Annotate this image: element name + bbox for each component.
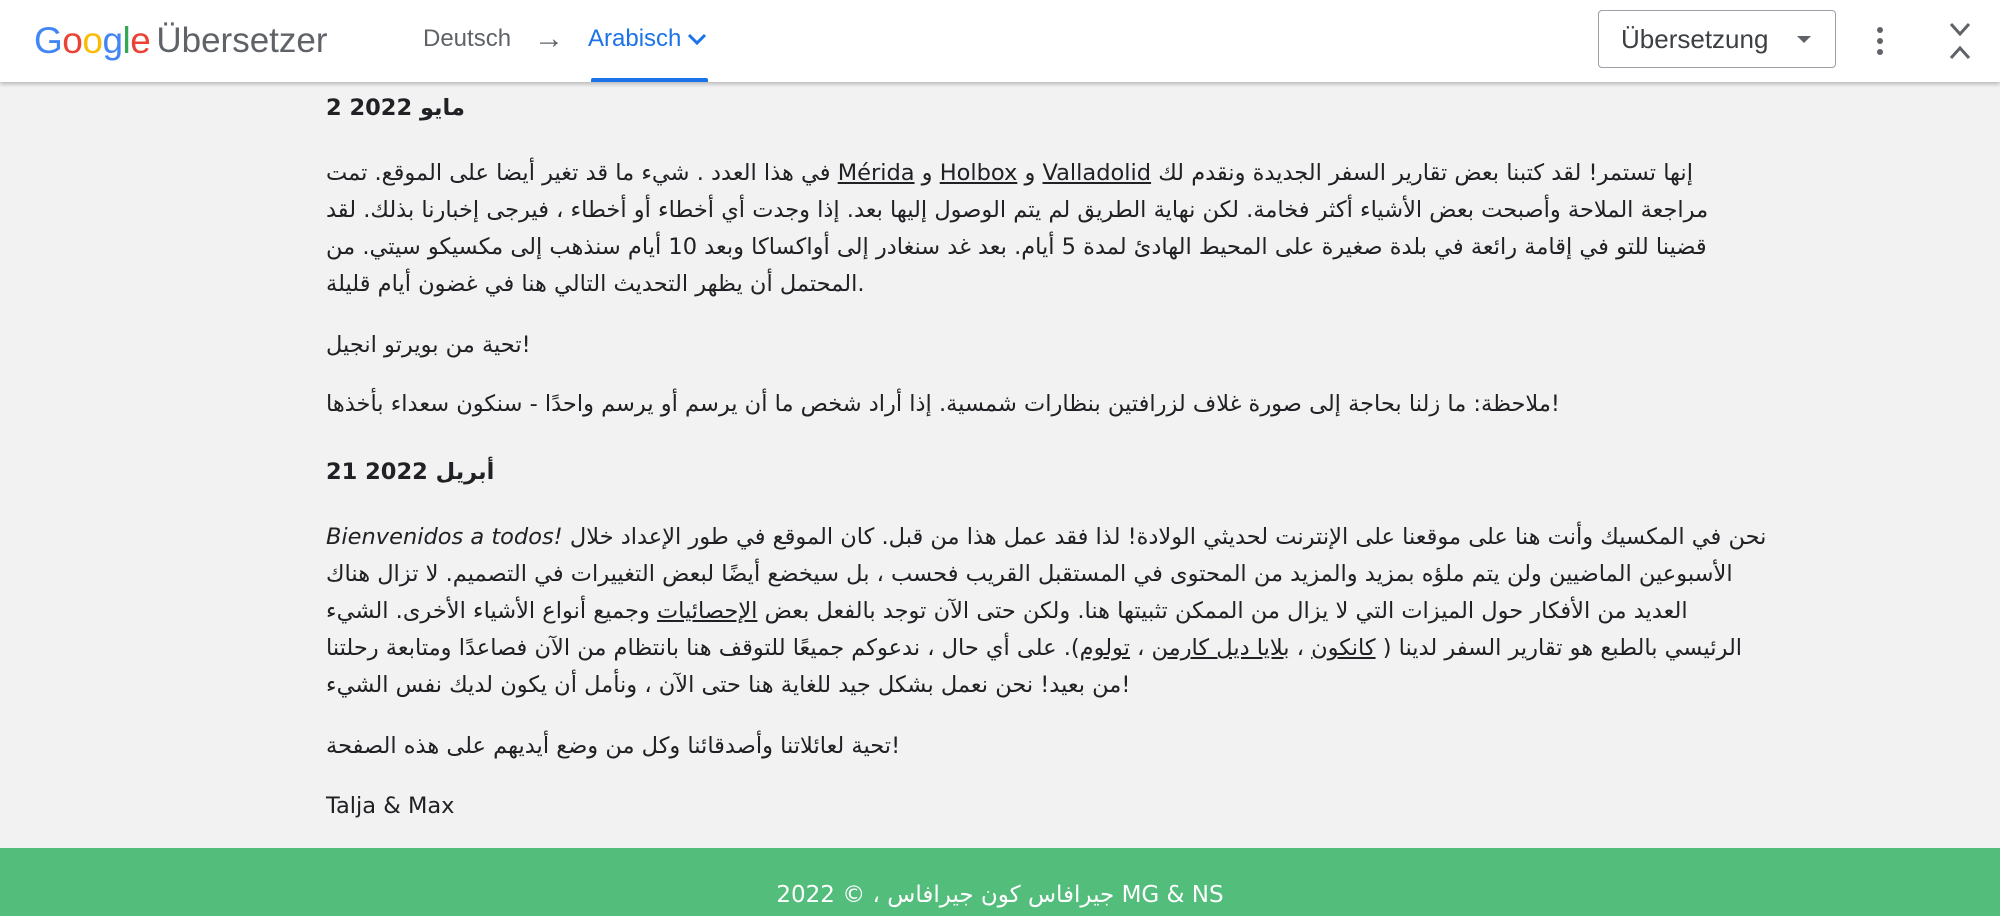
post-paragraph [326,519,1767,704]
text-segment: ، [1289,635,1312,661]
source-language[interactable]: Deutsch [423,25,512,52]
text-segment: وجميع أنواع الأشياء الأخرى. الشيء [326,598,657,624]
site-footer [0,848,2000,916]
copyright-text: 2022 © ، جيرافاس كون جيرافاس MG & NS [776,882,1224,908]
google-translate-logo[interactable] [34,16,328,66]
text-line [326,630,1743,667]
text-line [326,327,1656,364]
translate-toolbar [0,0,2000,82]
inline-link[interactable]: Mérida [837,160,915,186]
italic-text: Bienvenidos a todos! [326,524,563,550]
text-segment: من بعيد! نحن نعمل بشكل جيد للغاية هنا حتى الآن ، ونأمل أن يكون لديك نفس الشيء! [326,672,1131,698]
text-segment: Talja & Max [326,793,455,819]
text-line [326,519,1767,556]
text-line [326,155,1693,192]
inline-link[interactable]: Valladolid [1042,160,1152,186]
arrow-right-icon: → [534,22,564,55]
inline-link[interactable]: تولوم [1079,635,1130,661]
inline-link[interactable]: كانكون [1311,635,1376,661]
text-segment: العديد من الأفكار حول الميزات التي لا يزال من الممكن تثبيتها هنا. ولكن حتى الآن توجد بالفعل بعض [757,598,1688,624]
text-line [326,229,1707,266]
inline-link[interactable]: الإحصائيات [656,598,758,624]
target-language-dropdown[interactable] [588,22,707,56]
text-segment: تحية من بويرتو انجيل! [326,332,531,358]
text-segment: الأسبوعين الماضيين ولن يتم ملؤه بمزيد والمزيد من المحتوى في المستقبل القريب فحسب ، بل سيخضع أيضًا لبعض التغييرات في التصميم. لا تزال هناك [326,561,1733,587]
caret-down-icon [1797,36,1811,43]
text-line [326,556,1733,593]
product-name: Übersetzer [156,21,328,60]
text-segment: مراجعة الملاحة وأصبحت بعض الأشياء أكثر فخامة. لكن نهاية الطريق لم يتم الوصول إليها بعد. إذا وجدت أي أخطاء أو أخطاء ، فيرجى إخبارنا بذلك. لقد [326,197,1709,223]
text-segment: نحن في المكسيك وأنت هنا على موقعنا على الإنترنت لحديثي الولادة! لذا فقد عمل هذا من قبل. كان الموقع في طور الإعداد خلال [562,524,1767,550]
text-line [326,386,1656,423]
chevron-down-icon [687,32,707,46]
post-signature [326,788,1656,825]
post-paragraph [326,386,1656,423]
google-wordmark: Google [34,20,151,61]
text-segment: و [914,160,940,186]
text-segment: في هذا العدد . شيء ما قد تغير أيضا على الموقع. تمت [326,160,838,186]
active-language-indicator [591,78,708,82]
text-segment: إنها تستمر! لقد كتبنا بعض تقارير السفر الجديدة ونقدم لك [1151,160,1693,186]
inline-link[interactable]: بلايا ديل كارمن [1151,635,1290,661]
post-date: 2 2022 مايو [326,95,465,121]
post-paragraph [326,327,1656,364]
text-segment: ). على أي حال ، ندعوكم جميعًا للتوقف هنا بانتظام من الآن فصاعدًا ومتابعة رحلتنا [326,635,1080,661]
text-line [326,266,1656,303]
text-segment: و [1017,160,1043,186]
text-line [326,192,1709,229]
target-language-label: Arabisch [588,25,682,52]
text-segment: الرئيسي بالطبع هو تقارير السفر لدينا ( [1375,635,1743,661]
inline-link[interactable]: Holbox [939,160,1018,186]
text-segment: تحية لعائلاتنا وأصدقائنا وكل من وضع أيديهم على هذه الصفحة! [326,733,901,759]
post-paragraph [326,155,1709,303]
text-line [326,667,1656,704]
text-segment: قضينا للتو في إقامة رائعة في بلدة صغيرة على المحيط الهادئ لمدة 5 أيام. بعد غد سنغادر إلى أواكساكا وبعد 10 أيام سنذهب إلى مكسيكو سيتي. من [326,234,1707,260]
translation-mode-value: Übersetzung [1621,23,1769,54]
text-line [326,593,1688,630]
post-date: 21 2022 أبريل [326,459,495,485]
post-paragraph [326,728,1656,765]
text-segment: ملاحظة: ما زلنا بحاجة إلى صورة غلاف لزرافتين بنظارات شمسية. إذا أراد شخص ما أن يرسم أو يرسم واحدًا - سنكون سعداء بأخذها! [326,391,1560,417]
text-segment: المحتمل أن يظهر التحديث التالي هنا في غضون أيام قليلة. [326,271,865,297]
text-segment: ، [1129,635,1152,661]
text-line [326,788,1656,825]
collapse-toolbar-icon[interactable] [1943,20,1977,62]
translation-mode-select[interactable] [1598,10,1836,68]
more-options-icon[interactable] [1864,18,1896,64]
text-line [326,728,1656,765]
